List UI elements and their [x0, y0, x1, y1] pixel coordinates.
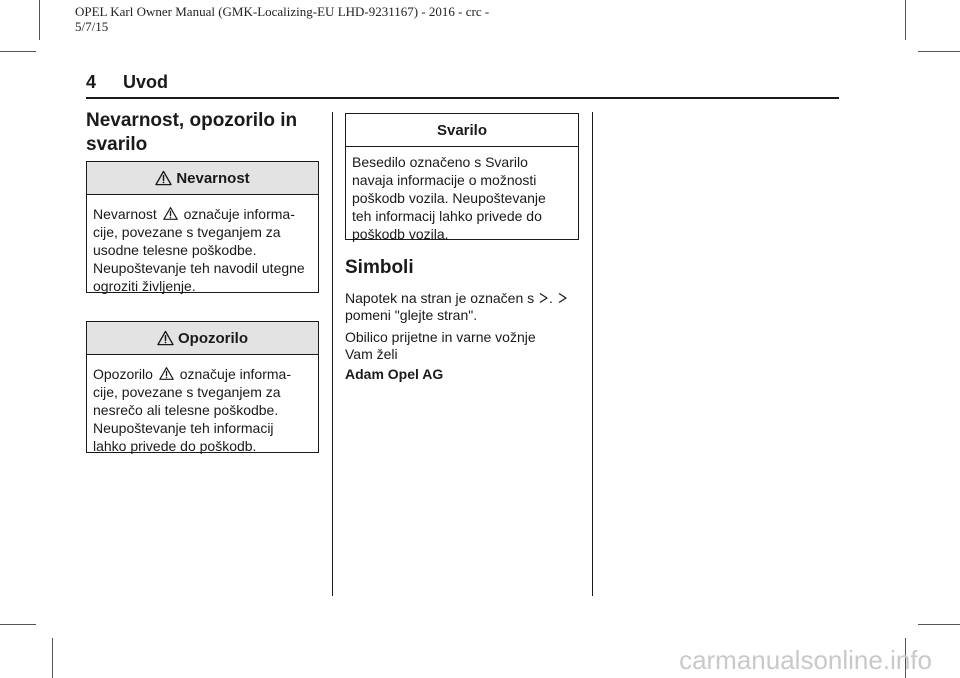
danger-box-line: ogroziti življenje.: [93, 278, 196, 294]
caution-box-line: teh informacij lahko privede do: [352, 208, 542, 224]
chapter-title: Uvod: [123, 72, 169, 92]
warning-box-line: nesrečo ali telesne poškodbe.: [93, 402, 279, 418]
page-reference-icon: [557, 292, 568, 304]
caution-box-header: [346, 114, 578, 147]
danger-box-line: Neupoštevanje teh navodil utegne: [93, 260, 305, 276]
warning-box-header: [87, 322, 318, 355]
closing-line: Vam želi: [345, 346, 398, 362]
danger-box-title: Nevarnost: [176, 169, 250, 187]
symbols-line: [345, 290, 580, 307]
caution-box-line: poškodb vozila. Neupoštevanje: [352, 190, 546, 206]
warning-box-body: [87, 355, 318, 463]
symbols-text: Napotek na stran je označen s: [345, 290, 535, 306]
caution-box-body: [346, 147, 578, 251]
danger-box: [86, 161, 319, 293]
warning-box-line: cije, povezane s tveganjem za: [93, 384, 281, 400]
symbols-text: .: [549, 290, 553, 306]
warning-triangle-icon: [155, 170, 172, 186]
danger-box-line: [93, 205, 312, 223]
column-divider: [592, 112, 593, 596]
warning-box-text: Opozorilo: [93, 366, 153, 382]
caution-box-line: Besedilo označeno s Svarilo: [352, 154, 528, 170]
symbols-title: Simboli: [345, 257, 414, 278]
page-number: 4: [86, 72, 97, 92]
symbols-paragraph: [345, 290, 580, 324]
danger-box-line: cije, povezane s tveganjem za: [93, 224, 281, 240]
warning-triangle-icon: [159, 366, 174, 381]
crop-mark: [918, 51, 960, 52]
warning-box: [86, 321, 319, 453]
crop-mark: [0, 624, 36, 625]
caution-box-title: Svarilo: [436, 121, 488, 139]
signature: Adam Opel AG: [345, 366, 444, 382]
crop-mark: [905, 0, 906, 40]
crop-mark: [918, 624, 960, 625]
warning-triangle-icon: [157, 330, 174, 346]
caution-box-line: navaja informacije o možnosti: [352, 172, 537, 188]
symbols-line: pomeni "glejte stran".: [345, 307, 478, 323]
warning-box-line: Neupoštevanje teh informacij: [93, 420, 274, 436]
page-reference-icon: [538, 292, 549, 304]
closing-paragraph: [345, 329, 580, 363]
danger-box-text: Nevarnost: [93, 206, 157, 222]
danger-box-body: [87, 195, 318, 303]
warning-box-text: označuje informa-: [179, 366, 291, 382]
page-header: [86, 72, 168, 93]
warning-box-line: [93, 365, 312, 383]
document-meta-line-1: OPEL Karl Owner Manual (GMK-Localizing-EU LHD-9231167) - 2016 - crc -: [75, 4, 490, 19]
danger-box-header: [87, 162, 318, 195]
warning-triangle-icon: [163, 206, 178, 221]
column-divider: [332, 112, 333, 596]
warning-box-title: Opozorilo: [178, 329, 248, 347]
danger-box-text: označuje informa-: [183, 206, 295, 222]
watermark: carmanualsonline.info: [679, 645, 932, 675]
section-title: Nevarnost, opozorilo in svarilo: [86, 110, 298, 155]
document-meta-line-2: 5/7/15: [75, 19, 109, 34]
crop-mark: [0, 51, 36, 52]
crop-mark: [52, 638, 53, 678]
document-meta: [75, 4, 535, 34]
caution-box-line: poškodb vozila.: [352, 226, 449, 242]
crop-mark: [39, 0, 40, 40]
danger-box-line: usodne telesne poškodbe.: [93, 242, 257, 258]
closing-line: Obilico prijetne in varne vožnje: [345, 329, 536, 345]
caution-box: [345, 113, 579, 240]
header-rule: [86, 97, 839, 99]
warning-box-line: lahko privede do poškodb.: [93, 438, 257, 454]
